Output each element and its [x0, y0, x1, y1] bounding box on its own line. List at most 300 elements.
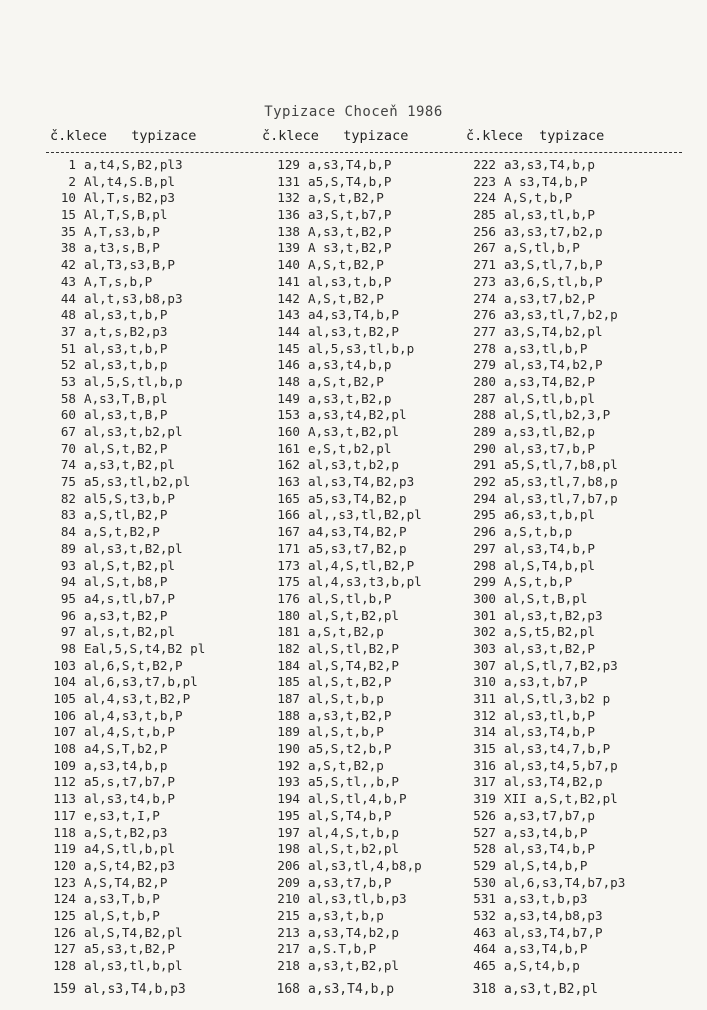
header-divider	[46, 152, 682, 153]
header-cage-number: č.klece	[50, 128, 107, 144]
cage-number: 529	[473, 857, 496, 873]
typization-code: al,S,t,B2,pl	[308, 607, 399, 623]
cage-number: 175	[277, 574, 300, 590]
entry-row	[50, 608, 205, 625]
entry-row	[262, 624, 422, 641]
entry-row	[466, 291, 625, 308]
cage-number: 301	[473, 607, 496, 623]
entry-row	[466, 841, 625, 858]
typization-code: al,S,t,b8,P	[84, 574, 168, 590]
cage-number: 105	[53, 691, 76, 706]
cage-number: 271	[473, 257, 496, 273]
entry-row	[262, 274, 422, 291]
entry-row	[50, 825, 205, 842]
cage-number: 530	[473, 874, 496, 890]
entry-row	[262, 224, 422, 241]
typization-code: al,S,T4,b,pl	[504, 557, 595, 573]
typization-code: al,s3,t,B2,P	[504, 640, 595, 656]
entry-row	[466, 224, 625, 241]
typization-code: al,s3,t,B2,pl	[84, 540, 183, 556]
typization-code: A s3,T4,b,P	[504, 173, 588, 189]
typization-code: al,s3,t4,7,b,P	[504, 741, 611, 757]
typization-code: al,S,t,B2,P	[84, 440, 168, 456]
cage-number: 106	[53, 707, 76, 723]
typization-code: a3,6,S,tl,b,P	[504, 273, 603, 289]
cage-number: 528	[473, 841, 496, 857]
typization-code: A,S,t,b,P	[504, 190, 573, 206]
typization-code: al,s,t,B2,pl	[84, 624, 175, 640]
typization-code: a,s3,t4,b8,p3	[504, 907, 603, 923]
entry-row	[50, 374, 205, 391]
entry-row	[50, 307, 205, 324]
typization-code: al,s3,t,b,P	[84, 340, 168, 356]
typization-code: al,s3,T4,b7,P	[504, 924, 603, 940]
typization-code: al,s3,T4,B2,p	[504, 774, 603, 790]
entry-row	[50, 591, 205, 608]
cage-number: 128	[53, 958, 76, 973]
entry-row	[466, 541, 625, 558]
typization-code: al,S,tl,b2,3,P	[504, 407, 611, 423]
entry-row	[50, 741, 205, 758]
cage-number: 42	[60, 257, 76, 273]
typization-code: al,s3,t7,b,P	[504, 440, 595, 456]
typization-code: Al,T,s,B2,p3	[84, 190, 175, 206]
entry-row	[262, 958, 422, 975]
typization-code: Al,T,S,B,pl	[84, 207, 168, 223]
typization-code: a5,S,t2,b,P	[308, 741, 392, 757]
cage-number: 167	[277, 524, 300, 540]
cage-number: 94	[60, 574, 76, 590]
cage-number: 295	[473, 507, 496, 523]
typization-code: al,4,S,tl,B2,P	[308, 557, 415, 573]
entry-row	[262, 941, 422, 958]
cage-number: 195	[277, 807, 300, 823]
cage-number: 299	[473, 574, 496, 590]
entry-row	[262, 341, 422, 358]
cage-number: 104	[53, 674, 76, 690]
column-header-2	[262, 128, 408, 146]
entry-row	[50, 858, 205, 875]
entry-row	[466, 608, 625, 625]
cage-number: 531	[473, 891, 496, 907]
entry-row	[50, 758, 205, 775]
typization-code: al,s3,tl,4,b8,p	[308, 857, 422, 873]
entry-row	[466, 374, 625, 391]
typization-code: a,S.T,b,P	[308, 941, 377, 957]
typization-code: al,S,t,B,pl	[504, 590, 588, 606]
entry-row	[50, 708, 205, 725]
typization-code: a5,s,t7,b7,P	[84, 774, 175, 790]
column-header-3	[466, 128, 604, 146]
cage-number: 188	[277, 707, 300, 723]
typization-code: al,S,tl,4,b,P	[308, 791, 407, 807]
entry-row	[50, 174, 205, 191]
entry-row	[262, 574, 422, 591]
cage-number: 160	[277, 424, 300, 439]
typization-code: al,4,s3,t,b,P	[84, 707, 183, 723]
entry-row	[262, 658, 422, 675]
cage-number: 112	[53, 774, 76, 790]
entry-row	[50, 157, 205, 174]
cage-number: 307	[473, 657, 496, 673]
cage-number: 171	[277, 540, 300, 556]
typization-code: a,t3,s,B,P	[84, 240, 160, 256]
cage-number: 184	[277, 657, 300, 673]
entry-row	[262, 608, 422, 625]
entry-row	[262, 174, 422, 191]
cage-number: 67	[60, 424, 76, 439]
entry-row	[466, 941, 625, 958]
cage-number: 162	[277, 457, 300, 473]
cage-number: 60	[60, 407, 76, 423]
cage-number: 197	[277, 824, 300, 840]
entry-row	[466, 174, 625, 191]
typization-code: XII a,S,t,B2,pl	[504, 791, 618, 807]
cage-number: 166	[277, 507, 300, 523]
typization-code: a,t4,S,B2,pl3	[84, 157, 183, 172]
cage-number: 43	[60, 273, 76, 289]
entry-row	[262, 374, 422, 391]
cage-number: 210	[277, 891, 300, 907]
entry-row	[50, 841, 205, 858]
entry-row	[50, 257, 205, 274]
typization-code: a5,s3,T4,B2,p	[308, 490, 407, 506]
typization-code: al,S,t4,b,P	[504, 857, 588, 873]
entry-row	[262, 674, 422, 691]
typization-code: a4,s3,T4,B2,P	[308, 524, 407, 540]
cage-number: 217	[277, 941, 300, 957]
cage-number: 273	[473, 273, 496, 289]
entry-row	[466, 341, 625, 358]
cage-number: 165	[277, 490, 300, 506]
typization-code: a,s3,t,B2,pl	[84, 457, 175, 473]
typization-code: al,4,s3,t,B2,P	[84, 691, 191, 706]
entry-row	[466, 524, 625, 541]
entry-row	[50, 808, 205, 825]
cage-number: 302	[473, 624, 496, 640]
typization-code: al,S,tl,B2,P	[308, 640, 399, 656]
entry-row	[466, 708, 625, 725]
cage-number: 119	[53, 841, 76, 857]
entry-row	[466, 925, 625, 942]
cage-number: 93	[60, 557, 76, 573]
typization-code: A,T,s,b,P	[84, 273, 153, 289]
typization-code: al,S,t,b,P	[308, 724, 384, 740]
entry-row	[50, 407, 205, 424]
entry-row	[262, 457, 422, 474]
cage-number: 267	[473, 240, 496, 256]
cage-number: 153	[277, 407, 300, 423]
typization-code: al,s3,t,B2,P	[308, 323, 399, 339]
entry-row	[50, 541, 205, 558]
cage-number: 198	[277, 841, 300, 857]
typization-code: al,s3,t,b2,pl	[84, 424, 183, 439]
typization-code: a,S,tl,b,P	[504, 240, 580, 256]
cage-number: 98	[60, 640, 76, 656]
typization-code: al,s3,t,b,p	[84, 357, 168, 373]
typization-code: al,4,s3,t3,b,pl	[308, 574, 422, 590]
cage-number: 180	[277, 607, 300, 623]
entry-row	[466, 641, 625, 658]
entry-row	[262, 257, 422, 274]
entry-row	[466, 307, 625, 324]
cage-number: 113	[53, 791, 76, 807]
typization-code: al,5,s3,tl,b,p	[308, 340, 415, 356]
typization-code: a,s3,t7,b2,P	[504, 290, 595, 306]
typization-code: al,S,t,b,P	[84, 907, 160, 923]
cage-number: 290	[473, 440, 496, 456]
typization-code: a3,s3,t7,b2,p	[504, 223, 603, 239]
cage-number: 312	[473, 707, 496, 723]
typization-code: a,s3,t,b,p3	[504, 891, 588, 907]
typization-code: a,s3,t4,b,p	[308, 357, 392, 373]
cage-number: 96	[60, 607, 76, 623]
entry-row	[50, 674, 205, 691]
cage-number: 527	[473, 824, 496, 840]
typization-code: a5,S,tl,7,b8,pl	[504, 457, 618, 473]
cage-number: 123	[53, 874, 76, 890]
cage-number: 140	[277, 257, 300, 273]
typization-code: A,S,t,B2,P	[308, 290, 384, 306]
entry-row	[262, 591, 422, 608]
typization-code: a,s3,tl,B2,p	[504, 424, 595, 439]
entry-row	[50, 291, 205, 308]
entry-row	[262, 391, 422, 408]
cage-number: 146	[277, 357, 300, 373]
cage-number: 314	[473, 724, 496, 740]
cage-number: 287	[473, 390, 496, 406]
entry-row	[466, 207, 625, 224]
typization-code: e,S,t,b2,pl	[308, 440, 392, 456]
entry-row	[50, 641, 205, 658]
typization-code: a,s3,T4,b,p	[308, 981, 395, 997]
entry-row	[466, 558, 625, 575]
typization-code: al,S,T4,B2,pl	[84, 924, 183, 940]
cage-number: 463	[473, 924, 496, 940]
cage-number: 107	[53, 724, 76, 740]
entry-row	[50, 891, 205, 908]
entry-row	[50, 624, 205, 641]
cage-number: 274	[473, 290, 496, 306]
cage-number: 95	[60, 590, 76, 606]
typization-code: a,S,t,B2,P	[308, 190, 384, 206]
cage-number: 176	[277, 590, 300, 606]
cage-number: 136	[277, 207, 300, 223]
cage-number: 296	[473, 524, 496, 540]
entry-row	[466, 240, 625, 257]
entry-row	[262, 441, 422, 458]
cage-number: 465	[473, 958, 496, 973]
cage-number: 127	[53, 941, 76, 957]
typization-code: al,S,tl,7,B2,p3	[504, 657, 618, 673]
entries-column-3	[466, 157, 625, 998]
typization-code: al,s3,T4,b,P	[504, 841, 595, 857]
typization-code: al,s3,t,b,P	[308, 273, 392, 289]
typization-code: A,S,t,b,P	[504, 574, 573, 590]
typization-code: a3,S,tl,7,b,P	[504, 257, 603, 273]
entry-row	[50, 424, 205, 441]
typization-code: a,s3,t,B2,pl	[308, 958, 399, 973]
typization-code: e,s3,t,I,P	[84, 807, 160, 823]
entry-row	[262, 541, 422, 558]
entry-row	[262, 157, 422, 174]
cage-number: 58	[60, 390, 76, 406]
typization-code: A,s3,t,B2,pl	[308, 424, 399, 439]
entries-column-1	[50, 157, 205, 998]
entry-row	[262, 357, 422, 374]
entry-row	[262, 691, 422, 708]
typization-code: al,S,tl,3,b2 p	[504, 691, 611, 706]
typization-code: al,S,T4,b,P	[308, 807, 392, 823]
cage-number: 2	[68, 173, 76, 189]
cage-number: 303	[473, 640, 496, 656]
entry-row	[466, 875, 625, 892]
cage-number: 142	[277, 290, 300, 306]
entry-row	[262, 858, 422, 875]
typization-code: al5,S,t3,b,P	[84, 490, 175, 506]
cage-number: 148	[277, 373, 300, 389]
typization-code: al,S,T4,B2,P	[308, 657, 399, 673]
cage-number: 139	[277, 240, 300, 256]
entry-row	[466, 724, 625, 741]
typization-code: a5,S,T4,b,P	[308, 173, 392, 189]
cage-number: 288	[473, 407, 496, 423]
typization-code: a,s3,t7,b7,p	[504, 807, 595, 823]
cage-number: 218	[277, 958, 300, 973]
typization-code: a5,s3,t7,B2,p	[308, 540, 407, 556]
entry-row	[50, 391, 205, 408]
entry-row	[50, 524, 205, 541]
cage-number: 276	[473, 307, 496, 323]
cage-number: 145	[277, 340, 300, 356]
entry-row	[466, 424, 625, 441]
entry-row	[466, 357, 625, 374]
entry-row	[262, 240, 422, 257]
typization-code: al,4,S,t,b,P	[84, 724, 175, 740]
entry-row	[262, 724, 422, 741]
cage-number: 131	[277, 173, 300, 189]
cage-number: 292	[473, 474, 496, 490]
typization-code: a,S,t,B2,p3	[84, 824, 168, 840]
entry-row	[262, 558, 422, 575]
entry-row	[466, 457, 625, 474]
entry-row	[466, 324, 625, 341]
typization-code: A,S,t,B2,P	[308, 257, 384, 273]
entry-row	[262, 825, 422, 842]
cage-number: 118	[53, 824, 76, 840]
cage-number: 319	[473, 791, 496, 807]
entry-row	[466, 407, 625, 424]
cage-number: 74	[60, 457, 76, 473]
typization-code: a3,s3,T4,b,p	[504, 157, 595, 172]
entry-row	[50, 791, 205, 808]
cage-number: 125	[53, 907, 76, 923]
typization-code: a,S,t,B2,P	[308, 373, 384, 389]
entry-row	[262, 507, 422, 524]
entry-row	[50, 324, 205, 341]
entry-row	[50, 658, 205, 675]
typization-code: al,S,t,B2,pl	[84, 557, 175, 573]
typization-code: al,s3,T4,B2,p3	[308, 474, 415, 490]
entry-row	[50, 491, 205, 508]
entry-row	[50, 224, 205, 241]
cage-number: 193	[277, 774, 300, 790]
typization-code: a5,s3,t,B2,P	[84, 941, 175, 957]
cage-number: 318	[472, 981, 496, 997]
typization-code: a,s3,T4,b,P	[308, 157, 392, 172]
entries-column-2	[262, 157, 422, 998]
cage-number: 224	[473, 190, 496, 206]
typization-code: al,s3,t,b2,p	[308, 457, 399, 473]
entry-row	[50, 457, 205, 474]
typization-code: a,s3,t,B2,P	[84, 607, 168, 623]
cage-number: 173	[277, 557, 300, 573]
cage-number: 168	[276, 981, 300, 997]
entry-row	[262, 324, 422, 341]
cage-number: 53	[60, 373, 76, 389]
typization-code: a6,s3,t,b,pl	[504, 507, 595, 523]
entry-row	[262, 307, 422, 324]
cage-number: 35	[60, 223, 76, 239]
typization-code: A,s3,t,B2,P	[308, 223, 392, 239]
cage-number: 311	[473, 691, 496, 706]
typization-code: al,s3,tl,b,P	[504, 707, 595, 723]
typization-code: a5,S,tl,,b,P	[308, 774, 399, 790]
cage-number: 132	[277, 190, 300, 206]
entry-row	[466, 691, 625, 708]
typization-code: a,S,t5,B2,pl	[504, 624, 595, 640]
typization-code: al,6,s3,t7,b,pl	[84, 674, 198, 690]
cage-number: 89	[60, 540, 76, 556]
entry-row	[50, 240, 205, 257]
cage-number: 294	[473, 490, 496, 506]
cage-number: 315	[473, 741, 496, 757]
entry-row	[50, 908, 205, 925]
typization-code: al,s3,tl,7,b7,p	[504, 490, 618, 506]
typization-code: a5,s3,tl,b2,pl	[84, 474, 191, 490]
cage-number: 1	[68, 157, 76, 172]
typization-code: a3,S,T4,b2,pl	[504, 323, 603, 339]
typization-code: a,s3,t4,b,p	[84, 757, 168, 773]
cage-number: 222	[473, 157, 496, 172]
entry-row	[50, 274, 205, 291]
entry-row	[50, 558, 205, 575]
header-typization: typizace	[131, 128, 197, 144]
entry-row-final	[466, 982, 625, 999]
entry-row	[50, 925, 205, 942]
cage-number: 278	[473, 340, 496, 356]
entry-row	[50, 774, 205, 791]
cage-number: 291	[473, 457, 496, 473]
entry-row-final	[50, 982, 205, 999]
entry-row	[262, 741, 422, 758]
cage-number: 44	[60, 290, 76, 306]
entry-row	[466, 507, 625, 524]
cage-number: 124	[53, 891, 76, 907]
entry-row	[50, 190, 205, 207]
typization-code: a,S,t4,B2,p3	[84, 857, 175, 873]
cage-number: 10	[60, 190, 76, 206]
entry-row	[466, 190, 625, 207]
typization-code: al,S,t,b2,pl	[308, 841, 399, 857]
entry-row	[262, 791, 422, 808]
cage-number: 526	[473, 807, 496, 823]
entry-row	[262, 207, 422, 224]
typization-code: a,s3,T,b,P	[84, 891, 160, 907]
typization-code: a,s3,tl,b,P	[504, 340, 588, 356]
entry-row	[262, 524, 422, 541]
cage-number: 277	[473, 323, 496, 339]
